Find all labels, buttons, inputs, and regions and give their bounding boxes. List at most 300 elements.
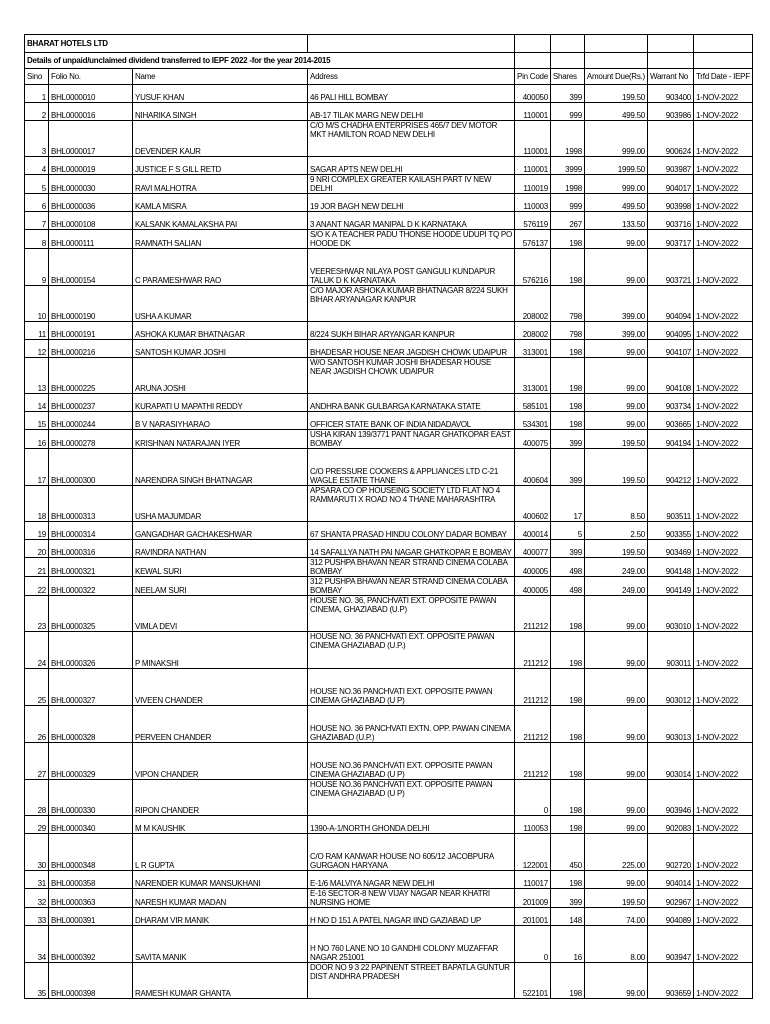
cell-folio: BHL0000348 (49, 834, 133, 871)
cell-pin: 208002 (515, 286, 551, 322)
cell-warrant: 903717 (647, 230, 693, 249)
cell-folio: BHL0000190 (49, 286, 133, 322)
cell-folio: BHL0000327 (49, 669, 133, 706)
cell-address: 312 PUSHPA BHAVAN NEAR STRAND CINEMA COLABA BOMBAY (308, 577, 515, 596)
cell-pin: 534301 (515, 412, 551, 430)
cell-folio: BHL0000314 (49, 522, 133, 540)
cell-address: SAGAR APTS NEW DELHI (308, 157, 515, 175)
cell-shares: 198 (550, 816, 584, 834)
cell-amount: 999.00 (584, 121, 647, 157)
cell-warrant: 902720 (647, 834, 693, 871)
cell-address: APSARA CO OP HOUSEING SOCIETY LTD FLAT NO 4 RAMMARUTI X ROAD NO 4 THANE MAHARASHTRA (308, 486, 515, 522)
cell-folio: BHL0000154 (49, 249, 133, 286)
cell-shares: 999 (550, 194, 584, 212)
cell-name: KEWAL SURI (133, 558, 308, 577)
cell-address: HOUSE NO.36 PANCHVATI EXT. OPPOSITE PAWAN CINEMA GHAZIABAD (U P) (308, 669, 515, 706)
cell-pin: 201009 (515, 889, 551, 908)
cell-sno: 10 (25, 286, 49, 322)
cell-folio: BHL0000313 (49, 486, 133, 522)
cell-shares: 198 (550, 780, 584, 816)
cell-folio: BHL0000016 (49, 103, 133, 121)
cell-sno: 27 (25, 743, 49, 780)
table-row (25, 449, 753, 486)
cell-date: 1-NOV-2022 (693, 103, 752, 121)
table-row (25, 430, 753, 449)
cell-pin: 110017 (515, 871, 551, 889)
table-row (25, 412, 753, 430)
cell-amount: 199.50 (584, 85, 647, 103)
cell-amount: 499.50 (584, 103, 647, 121)
cell-sno: 22 (25, 577, 49, 596)
cell-pin: 576216 (515, 249, 551, 286)
company-row (25, 35, 753, 53)
cell-warrant: 904194 (647, 430, 693, 449)
cell-name: NEELAM SURI (133, 577, 308, 596)
cell-folio: BHL0000108 (49, 212, 133, 230)
cell-folio: BHL0000358 (49, 871, 133, 889)
cell-address: HOUSE NO. 36, PANCHVATI EXT. OPPOSITE PAWAN CINEMA, GHAZIABAD (U.P) (308, 596, 515, 632)
cell-date: 1-NOV-2022 (693, 889, 752, 908)
cell-address: HOUSE NO. 36 PANCHVATI EXTN. OPP. PAWAN CINEMA GHAZIABAD (U.P.) (308, 706, 515, 743)
cell-folio: BHL0000326 (49, 632, 133, 669)
cell-date: 1-NOV-2022 (693, 449, 752, 486)
cell-date: 1-NOV-2022 (693, 230, 752, 249)
cell-address: 67 SHANTA PRASAD HINDU COLONY DADAR BOMBAY (308, 522, 515, 540)
cell-folio: BHL0000392 (49, 926, 133, 963)
cell-date: 1-NOV-2022 (693, 908, 752, 926)
cell-amount: 99.00 (584, 358, 647, 394)
cell-amount: 399.00 (584, 322, 647, 340)
cell-shares: 498 (550, 558, 584, 577)
cell-date: 1-NOV-2022 (693, 249, 752, 286)
cell-warrant: 903998 (647, 194, 693, 212)
table-row (25, 706, 753, 743)
cell-warrant: 903010 (647, 596, 693, 632)
cell-pin: 208002 (515, 322, 551, 340)
cell-date: 1-NOV-2022 (693, 743, 752, 780)
cell-address: C/O M/S CHADHA ENTERPRISES 465/7 DEV MOTOR MKT HAMILTON ROAD NEW DELHI (308, 121, 515, 157)
cell-name: YUSUF KHAN (133, 85, 308, 103)
cell-amount: 2.50 (584, 522, 647, 540)
cell-date: 1-NOV-2022 (693, 175, 752, 194)
cell-folio: BHL0000340 (49, 816, 133, 834)
table-row (25, 194, 753, 212)
cell-amount: 133.50 (584, 212, 647, 230)
cell-sno: 17 (25, 449, 49, 486)
cell-address: E-1/6 MALVIYA NAGAR NEW DELHI (308, 871, 515, 889)
cell-sno: 26 (25, 706, 49, 743)
cell-amount: 99.00 (584, 340, 647, 358)
cell-shares: 198 (550, 706, 584, 743)
cell-sno: 3 (25, 121, 49, 157)
cell-shares: 17 (550, 486, 584, 522)
cell-sno: 13 (25, 358, 49, 394)
cell-amount: 999.00 (584, 175, 647, 194)
table-row (25, 175, 753, 194)
cell-folio: BHL0000328 (49, 706, 133, 743)
cell-address: OFFICER STATE BANK OF INDIA NIDADAVOL (308, 412, 515, 430)
cell-name: RIPON CHANDER (133, 780, 308, 816)
table-row (25, 669, 753, 706)
cell-warrant: 903716 (647, 212, 693, 230)
cell-warrant: 903355 (647, 522, 693, 540)
table-row (25, 596, 753, 632)
cell-sno: 33 (25, 908, 49, 926)
cell-shares: 798 (550, 286, 584, 322)
cell-pin: 110003 (515, 194, 551, 212)
cell-shares: 798 (550, 322, 584, 340)
cell-amount: 99.00 (584, 780, 647, 816)
table-row (25, 249, 753, 286)
cell-amount: 8.00 (584, 926, 647, 963)
cell-warrant: 902083 (647, 816, 693, 834)
table-row (25, 926, 753, 963)
cell-warrant: 904014 (647, 871, 693, 889)
cell-name: DHARAM VIR MANIK (133, 908, 308, 926)
cell-shares: 267 (550, 212, 584, 230)
cell-warrant: 904149 (647, 577, 693, 596)
cell-address: VEERESHWAR NILAYA POST GANGULI KUNDAPUR TALUK D K KARNATAKA (308, 249, 515, 286)
cell-name: KALSANK KAMALAKSHA PAI (133, 212, 308, 230)
cell-sno: 25 (25, 669, 49, 706)
table-row (25, 743, 753, 780)
cell-name: GANGADHAR GACHAKESHWAR (133, 522, 308, 540)
cell-folio: BHL0000316 (49, 540, 133, 558)
cell-date: 1-NOV-2022 (693, 394, 752, 412)
cell-folio: BHL0000030 (49, 175, 133, 194)
cell-pin: 110019 (515, 175, 551, 194)
cell-date: 1-NOV-2022 (693, 780, 752, 816)
cell-name: RAVINDRA NATHAN (133, 540, 308, 558)
cell-folio: BHL0000225 (49, 358, 133, 394)
cell-shares: 198 (550, 412, 584, 430)
cell-name: PERVEEN CHANDER (133, 706, 308, 743)
cell-pin: 211212 (515, 706, 551, 743)
cell-warrant: 904107 (647, 340, 693, 358)
cell-shares: 198 (550, 358, 584, 394)
table-row (25, 908, 753, 926)
cell-pin: 122001 (515, 834, 551, 871)
cell-address: USHA KIRAN 139/3771 PANT NAGAR GHATKOPAR EAST BOMBAY (308, 430, 515, 449)
cell-address: HOUSE NO. 36 PANCHVATI EXT. OPPOSITE PAWAN CINEMA GHAZIABAD (U.P.) (308, 632, 515, 669)
cell-shares: 198 (550, 632, 584, 669)
cell-shares: 399 (550, 889, 584, 908)
header-shares: Shares (550, 69, 584, 85)
cell-warrant: 902967 (647, 889, 693, 908)
cell-folio: BHL0000237 (49, 394, 133, 412)
table-row (25, 871, 753, 889)
subtitle: Details of unpaid/unclaimed dividend transferred to IEPF 2022 -for the year 2014-2015 (25, 53, 515, 69)
cell-sno: 31 (25, 871, 49, 889)
cell-sno: 12 (25, 340, 49, 358)
cell-date: 1-NOV-2022 (693, 706, 752, 743)
cell-date: 1-NOV-2022 (693, 522, 752, 540)
cell-shares: 498 (550, 577, 584, 596)
cell-warrant: 904212 (647, 449, 693, 486)
cell-sno: 29 (25, 816, 49, 834)
cell-sno: 15 (25, 412, 49, 430)
cell-warrant: 903012 (647, 669, 693, 706)
cell-date: 1-NOV-2022 (693, 340, 752, 358)
cell-warrant: 904089 (647, 908, 693, 926)
cell-date: 1-NOV-2022 (693, 669, 752, 706)
cell-amount: 199.50 (584, 540, 647, 558)
cell-pin: 400602 (515, 486, 551, 522)
table-row (25, 577, 753, 596)
cell-amount: 1999.50 (584, 157, 647, 175)
table-row (25, 394, 753, 412)
cell-warrant: 903469 (647, 540, 693, 558)
cell-address: ANDHRA BANK GULBARGA KARNATAKA STATE (308, 394, 515, 412)
cell-sno: 9 (25, 249, 49, 286)
cell-folio: BHL0000191 (49, 322, 133, 340)
cell-name: C PARAMESHWAR RAO (133, 249, 308, 286)
cell-folio: BHL0000322 (49, 577, 133, 596)
header-pin: Pin Code (515, 69, 551, 85)
cell-folio: BHL0000300 (49, 449, 133, 486)
cell-folio: BHL0000216 (49, 340, 133, 358)
cell-shares: 1998 (550, 121, 584, 157)
cell-sno: 35 (25, 963, 49, 999)
cell-address: HOUSE NO.36 PANCHVATI EXT. OPPOSITE PAWAN CINEMA GHAZIABAD (U P) (308, 780, 515, 816)
cell-address: H NO 760 LANE NO 10 GANDHI COLONY MUZAFFAR NAGAR 251001 (308, 926, 515, 963)
cell-pin: 400604 (515, 449, 551, 486)
cell-sno: 16 (25, 430, 49, 449)
cell-folio: BHL0000019 (49, 157, 133, 175)
cell-pin: 0 (515, 780, 551, 816)
cell-name: KURAPATI U MAPATHI REDDY (133, 394, 308, 412)
cell-shares: 198 (550, 340, 584, 358)
table-row (25, 522, 753, 540)
cell-amount: 99.00 (584, 743, 647, 780)
cell-warrant: 903734 (647, 394, 693, 412)
cell-folio: BHL0000010 (49, 85, 133, 103)
cell-date: 1-NOV-2022 (693, 963, 752, 999)
cell-amount: 99.00 (584, 230, 647, 249)
cell-name: USHA A KUMAR (133, 286, 308, 322)
cell-name: SAVITA MANIK (133, 926, 308, 963)
cell-date: 1-NOV-2022 (693, 212, 752, 230)
cell-amount: 99.00 (584, 706, 647, 743)
cell-sno: 6 (25, 194, 49, 212)
cell-sno: 21 (25, 558, 49, 577)
table-row (25, 157, 753, 175)
cell-sno: 30 (25, 834, 49, 871)
cell-shares: 148 (550, 908, 584, 926)
cell-sno: 7 (25, 212, 49, 230)
cell-shares: 198 (550, 871, 584, 889)
cell-date: 1-NOV-2022 (693, 558, 752, 577)
cell-address: 14 SAFALLYA NATH PAI NAGAR GHATKOPAR E BOMBAY (308, 540, 515, 558)
cell-date: 1-NOV-2022 (693, 632, 752, 669)
cell-pin: 211212 (515, 743, 551, 780)
cell-warrant: 903986 (647, 103, 693, 121)
cell-name: NARENDRA SINGH BHATNAGAR (133, 449, 308, 486)
cell-warrant: 903659 (647, 963, 693, 999)
cell-address: AB-17 TILAK MARG NEW DELHI (308, 103, 515, 121)
cell-shares: 198 (550, 230, 584, 249)
cell-pin: 0 (515, 926, 551, 963)
cell-sno: 5 (25, 175, 49, 194)
cell-warrant: 903946 (647, 780, 693, 816)
cell-warrant: 903987 (647, 157, 693, 175)
cell-date: 1-NOV-2022 (693, 596, 752, 632)
cell-date: 1-NOV-2022 (693, 926, 752, 963)
cell-shares: 198 (550, 394, 584, 412)
cell-address: C/O MAJOR ASHOKA KUMAR BHATNAGAR 8/224 SUKH BIHAR ARYANAGAR KANPUR (308, 286, 515, 322)
cell-amount: 99.00 (584, 249, 647, 286)
cell-date: 1-NOV-2022 (693, 834, 752, 871)
cell-pin: 400014 (515, 522, 551, 540)
cell-warrant: 903511 (647, 486, 693, 522)
cell-address: W/O SANTOSH KUMAR JOSHI BHADESAR HOUSE NEAR JAGDISH CHOWK UDAIPUR (308, 358, 515, 394)
cell-folio: BHL0000363 (49, 889, 133, 908)
header-date: Trfd Date - IEPF (693, 69, 752, 85)
cell-pin: 110001 (515, 157, 551, 175)
table-row (25, 486, 753, 522)
cell-address: 312 PUSHPA BHAVAN NEAR STRAND CINEMA COLABA BOMBAY (308, 558, 515, 577)
cell-address: 9 NRI COMPLEX GREATER KAILASH PART IV NEW DELHI (308, 175, 515, 194)
cell-pin: 400050 (515, 85, 551, 103)
cell-sno: 2 (25, 103, 49, 121)
cell-sno: 1 (25, 85, 49, 103)
cell-name: NARENDER KUMAR MANSUKHANI (133, 871, 308, 889)
cell-pin: 313001 (515, 358, 551, 394)
table-row (25, 286, 753, 322)
cell-name: NIHARIKA SINGH (133, 103, 308, 121)
cell-pin: 313001 (515, 340, 551, 358)
cell-folio: BHL0000325 (49, 596, 133, 632)
cell-sno: 34 (25, 926, 49, 963)
cell-warrant: 904108 (647, 358, 693, 394)
cell-amount: 99.00 (584, 871, 647, 889)
cell-pin: 522101 (515, 963, 551, 999)
cell-name: RAMNATH SALIAN (133, 230, 308, 249)
cell-warrant: 903400 (647, 85, 693, 103)
cell-shares: 5 (550, 522, 584, 540)
table-row (25, 632, 753, 669)
cell-amount: 199.50 (584, 449, 647, 486)
cell-warrant: 903665 (647, 412, 693, 430)
table-row (25, 558, 753, 577)
cell-amount: 99.00 (584, 632, 647, 669)
cell-warrant: 903011 (647, 632, 693, 669)
cell-pin: 211212 (515, 596, 551, 632)
cell-sno: 11 (25, 322, 49, 340)
cell-amount: 99.00 (584, 963, 647, 999)
cell-shares: 16 (550, 926, 584, 963)
cell-date: 1-NOV-2022 (693, 286, 752, 322)
cell-amount: 399.00 (584, 286, 647, 322)
header-sino: Sino (25, 69, 49, 85)
cell-sno: 23 (25, 596, 49, 632)
cell-folio: BHL0000036 (49, 194, 133, 212)
cell-warrant: 903014 (647, 743, 693, 780)
cell-amount: 499.50 (584, 194, 647, 212)
table-row (25, 780, 753, 816)
cell-address: 19 JOR BAGH NEW DELHI (308, 194, 515, 212)
cell-pin: 201001 (515, 908, 551, 926)
cell-date: 1-NOV-2022 (693, 121, 752, 157)
table-row (25, 540, 753, 558)
cell-address: 1390-A-1/NORTH GHONDA DELHI (308, 816, 515, 834)
cell-amount: 249.00 (584, 558, 647, 577)
cell-shares: 198 (550, 963, 584, 999)
cell-shares: 399 (550, 540, 584, 558)
table-row (25, 889, 753, 908)
cell-warrant: 903013 (647, 706, 693, 743)
cell-amount: 225.00 (584, 834, 647, 871)
cell-name: VIMLA DEVI (133, 596, 308, 632)
cell-warrant: 904094 (647, 286, 693, 322)
dividend-table (24, 34, 753, 999)
cell-pin: 110001 (515, 121, 551, 157)
cell-date: 1-NOV-2022 (693, 816, 752, 834)
cell-folio: BHL0000329 (49, 743, 133, 780)
cell-folio: BHL0000111 (49, 230, 133, 249)
cell-pin: 110053 (515, 816, 551, 834)
table-row (25, 340, 753, 358)
cell-address: DOOR NO 9 3 22 PAPINENT STREET BAPATLA GUNTUR DIST ANDHRA PRADESH (308, 963, 515, 999)
cell-shares: 999 (550, 103, 584, 121)
cell-amount: 99.00 (584, 412, 647, 430)
cell-date: 1-NOV-2022 (693, 430, 752, 449)
cell-address: 46 PALI HILL BOMBAY (308, 85, 515, 103)
cell-address: C/O PRESSURE COOKERS & APPLIANCES LTD C-21 WAGLE ESTATE THANE (308, 449, 515, 486)
cell-address: 8/224 SUKH BIHAR ARYANGAR KANPUR (308, 322, 515, 340)
cell-name: SANTOSH KUMAR JOSHI (133, 340, 308, 358)
cell-name: ASHOKA KUMAR BHATNAGAR (133, 322, 308, 340)
cell-address: HOUSE NO.36 PANCHVATI EXT. OPPOSITE PAWAN CINEMA GHAZIABAD (U P) (308, 743, 515, 780)
cell-shares: 198 (550, 743, 584, 780)
cell-date: 1-NOV-2022 (693, 540, 752, 558)
cell-pin: 400005 (515, 558, 551, 577)
cell-name: VIPON CHANDER (133, 743, 308, 780)
table-row (25, 816, 753, 834)
spreadsheet (24, 34, 753, 999)
cell-sno: 19 (25, 522, 49, 540)
cell-name: M M KAUSHIK (133, 816, 308, 834)
cell-shares: 198 (550, 596, 584, 632)
cell-name: NARESH KUMAR MADAN (133, 889, 308, 908)
table-row (25, 834, 753, 871)
cell-sno: 28 (25, 780, 49, 816)
table-row (25, 358, 753, 394)
cell-warrant: 903721 (647, 249, 693, 286)
table-row (25, 963, 753, 999)
cell-sno: 20 (25, 540, 49, 558)
cell-name: DEVENDER KAUR (133, 121, 308, 157)
table-row (25, 85, 753, 103)
cell-pin: 576119 (515, 212, 551, 230)
cell-name: VIVEEN CHANDER (133, 669, 308, 706)
cell-amount: 99.00 (584, 669, 647, 706)
table-row (25, 212, 753, 230)
cell-shares: 198 (550, 669, 584, 706)
cell-shares: 399 (550, 85, 584, 103)
cell-amount: 249.00 (584, 577, 647, 596)
cell-amount: 199.50 (584, 430, 647, 449)
cell-date: 1-NOV-2022 (693, 157, 752, 175)
cell-name: RAVI MALHOTRA (133, 175, 308, 194)
cell-warrant: 900624 (647, 121, 693, 157)
cell-name: KRISHNAN NATARAJAN IYER (133, 430, 308, 449)
cell-amount: 8.50 (584, 486, 647, 522)
cell-name: B V NARASIYHARAO (133, 412, 308, 430)
cell-address: H NO D 151 A PATEL NAGAR IIND GAZIABAD UP (308, 908, 515, 926)
cell-name: L R GUPTA (133, 834, 308, 871)
cell-shares: 1998 (550, 175, 584, 194)
